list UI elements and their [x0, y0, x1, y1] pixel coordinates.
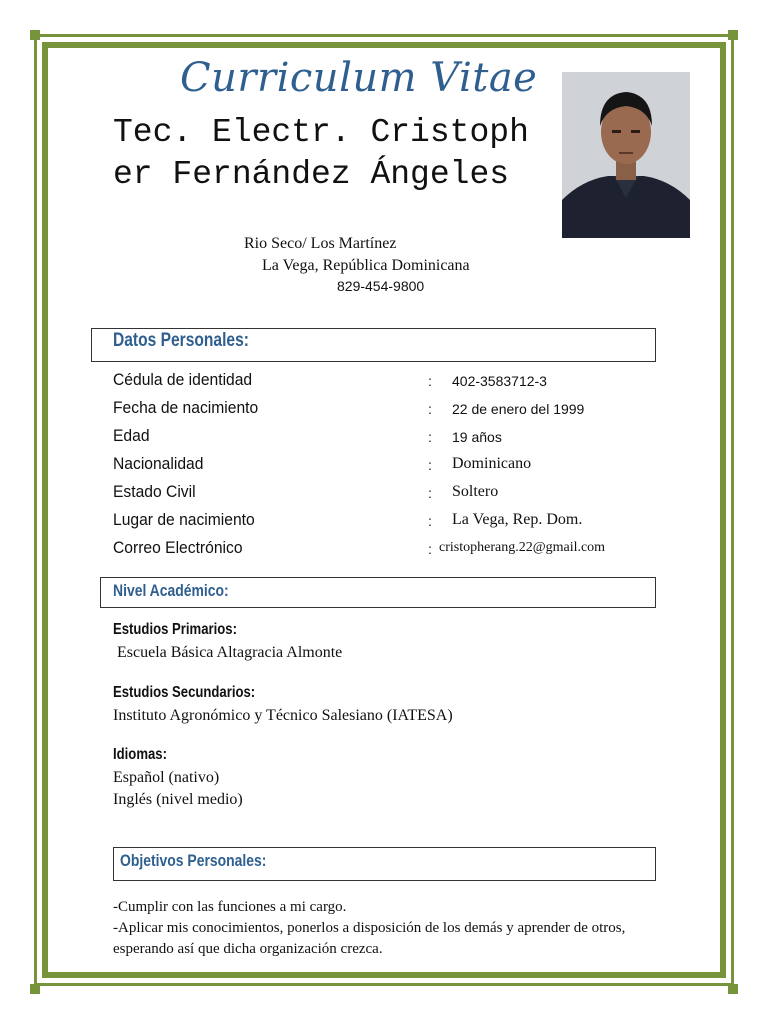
candidate-name: Tec. Electr. Cristopher Fernández Ángeles [113, 114, 529, 193]
row-colon: : [428, 429, 432, 445]
row-colon: : [428, 513, 432, 529]
row-value-email: cristopherang.22@gmail.com [439, 540, 606, 555]
row-value-id: 402-3583712-3 [452, 373, 547, 389]
languages-heading: Idiomas: [113, 746, 167, 763]
row-label-age: Edad [113, 426, 150, 445]
row-colon: : [428, 401, 432, 417]
objectives-heading: Objetivos Personales: [120, 851, 267, 870]
objective-item: -Cumplir con las funciones a mi cargo. [113, 899, 347, 915]
row-value-birthdate: 22 de enero del 1999 [452, 401, 585, 417]
phone-number: 829-454-9800 [337, 278, 425, 294]
row-value-birthplace: La Vega, Rep. Dom. [452, 511, 583, 528]
personal-data-heading: Datos Personales: [113, 330, 249, 351]
row-label-id: Cédula de identidad [113, 370, 253, 389]
row-label-nationality: Nacionalidad [113, 454, 204, 473]
border-corner [728, 984, 738, 994]
secondary-school: Instituto Agronómico y Técnico Salesiano (IATESA) [113, 707, 453, 724]
objective-item: -Aplicar mis conocimientos, ponerlos a disposición de los demás y aprender de otros, esperando así que dicha organización crezca. [113, 920, 626, 957]
portrait-image [562, 72, 690, 238]
border-corner [30, 984, 40, 994]
address-line-2: La Vega, República Dominicana [262, 257, 470, 274]
row-colon: : [428, 373, 432, 389]
border-corner [30, 30, 40, 40]
profile-photo [562, 72, 690, 238]
row-value-nationality: Dominicano [452, 455, 532, 472]
address-line-1: Rio Seco/ Los Martínez [244, 235, 397, 252]
row-value-age: 19 años [452, 429, 502, 445]
primary-studies-heading: Estudios Primarios: [113, 621, 237, 638]
row-colon: : [428, 485, 432, 501]
row-label-birthdate: Fecha de nacimiento [113, 398, 259, 417]
row-label-marital-status: Estado Civil [113, 482, 196, 501]
language-item: Español (nativo) [113, 769, 220, 786]
academic-heading: Nivel Académico: [113, 581, 229, 600]
row-label-birthplace: Lugar de nacimiento [113, 510, 255, 529]
border-corner [728, 30, 738, 40]
row-value-marital-status: Soltero [452, 483, 499, 500]
row-label-email: Correo Electrónico [113, 538, 243, 557]
secondary-studies-heading: Estudios Secundarios: [113, 684, 256, 701]
language-item: Inglés (nivel medio) [113, 791, 243, 808]
row-colon: : [428, 457, 432, 473]
row-colon: : [428, 541, 432, 557]
primary-school: Escuela Básica Altagracia Almonte [117, 644, 343, 661]
document-title: Curriculum Vitae [180, 55, 538, 101]
